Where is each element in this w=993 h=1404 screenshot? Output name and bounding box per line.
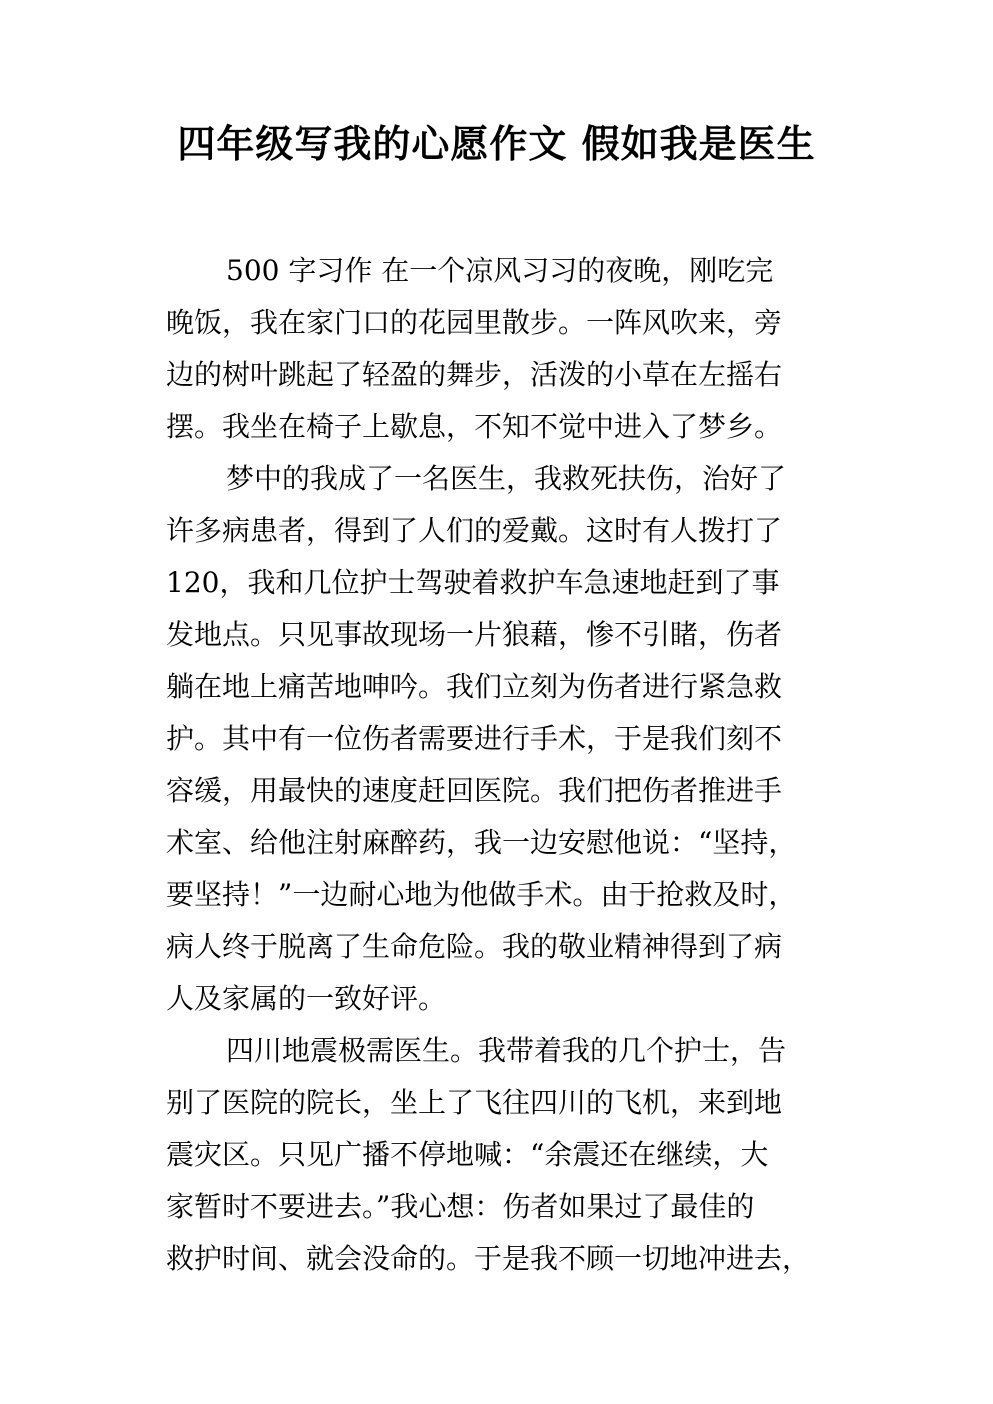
text-line: 四川地震极需医生。我带着我的几个护士，告	[226, 1034, 787, 1067]
document-title: 四年级写我的心愿作文 假如我是医生	[177, 122, 816, 166]
text-line: 护。其中有一位伤者需要进行手术，于是我们刻不	[166, 722, 783, 755]
text-line: 家暂时不要进去。”我心想：伤者如果过了最佳的	[166, 1190, 755, 1223]
text-line: 救护时间、就会没命的。于是我不顾一切地冲进去，	[166, 1242, 811, 1275]
text-line: 晚饭，我在家门口的花园里散步。一阵风吹来，旁	[166, 306, 783, 339]
text-line: 震灾区。只见广播不停地喊：“余震还在继续，大	[166, 1138, 769, 1171]
text-line: 容缓，用最快的速度赶回医院。我们把伤者推进手	[166, 774, 783, 807]
text-line: 120，我和几位护士驾驶着救护车急速地赶到了事	[166, 566, 780, 599]
text-line: 发地点。只见事故现场一片狼藉，惨不引睹，伤者	[166, 618, 783, 651]
text-line: 梦中的我成了一名医生，我救死扶伤，治好了	[226, 462, 787, 495]
text-line: 人及家属的一致好评。	[166, 982, 447, 1015]
document-body	[166, 245, 846, 1285]
text-line: 边的树叶跳起了轻盈的舞步，活泼的小草在左摇右	[166, 358, 783, 391]
text-line: 别了医院的院长，坐上了飞往四川的飞机，来到地	[166, 1086, 783, 1119]
text-line: 500 字习作 在一个凉风习习的夜晚，刚吃完	[226, 254, 774, 287]
text-line: 许多病患者，得到了人们的爱戴。这时有人拨打了	[166, 514, 783, 547]
text-line: 术室、给他注射麻醉药，我一边安慰他说：“坚持，	[166, 826, 797, 859]
text-line: 病人终于脱离了生命危险。我的敬业精神得到了病	[166, 930, 783, 963]
text-line: 要坚持！”一边耐心地为他做手术。由于抢救及时，	[166, 878, 797, 911]
text-line: 摆。我坐在椅子上歇息，不知不觉中进入了梦乡。	[166, 410, 783, 443]
text-line: 躺在地上痛苦地呻吟。我们立刻为伤者进行紧急救	[166, 670, 783, 703]
